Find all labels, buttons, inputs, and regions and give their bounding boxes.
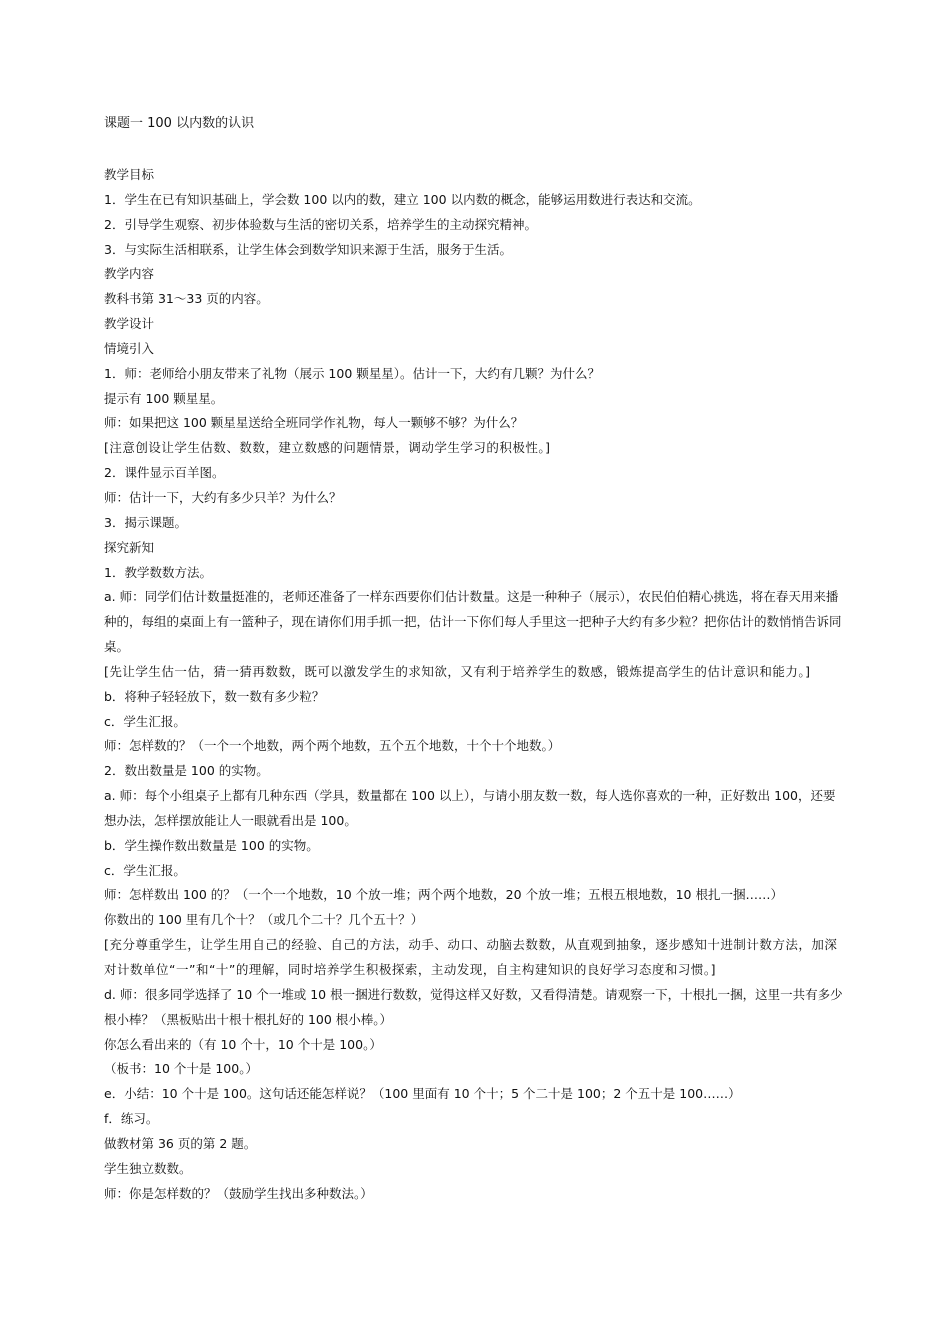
paragraph: 师：怎样数出 100 的？（一个一个地数，10 个放一堆；两个两个地数，20 个放一堆；五根五根地数，10 根扎一捆……） bbox=[104, 887, 783, 903]
paragraph: b．学生操作数出数量是 100 的实物。 bbox=[104, 837, 319, 853]
paragraph: 你怎么看出来的（有 10 个十，10 个十是 100。） bbox=[104, 1036, 382, 1052]
paragraph: 做教材第 36 页的第 2 题。 bbox=[104, 1135, 257, 1151]
paragraph: 2．数出数量是 100 的实物。 bbox=[104, 763, 269, 779]
teaching-note: [注意创设让学生估数、数数，建立数感的问题情景，调动学生学习的积极性。] bbox=[104, 440, 551, 456]
paragraph: a. 师：每个小组桌子上都有几种东西（学具，数量都在 100 以上），与请小朋友数一数，每人选你喜欢的一种，正好数出 100，还要想办法，怎样摆放能让人一眼就看出是 100。 bbox=[104, 788, 836, 828]
goal-item-2: 2．引导学生观察、初步体验数与生活的密切关系，培养学生的主动探究精神。 bbox=[104, 216, 537, 232]
paragraph: f．练习。 bbox=[104, 1111, 159, 1127]
teaching-note: [充分尊重学生，让学生用自己的经验、自己的方法，动手、动口、动脑去数数，从直观到抽象，逐步感知十进制计数方法，加深对计数单位“一”和“十”的理解，同时培养学生积极探索，主动发现，自主构建知识的良好学习态度和习惯。] bbox=[104, 937, 838, 977]
paragraph: 师：你是怎样数的？（鼓励学生找出多种数法。） bbox=[104, 1185, 373, 1201]
paragraph: 师：怎样数的？（一个一个地数，两个两个地数，五个五个地数，十个十个地数。） bbox=[104, 738, 561, 754]
goal-item-3: 3．与实际生活相联系，让学生体会到数学知识来源于生活，服务于生活。 bbox=[104, 241, 512, 257]
paragraph: 1．教学数数方法。 bbox=[104, 564, 212, 580]
paragraph: b．将种子轻轻放下，数一数有多少粒？ bbox=[104, 688, 325, 704]
content-text: 教科书第 31～33 页的内容。 bbox=[104, 291, 269, 307]
subheading-explore: 探究新知 bbox=[104, 539, 155, 555]
document-body bbox=[104, 163, 846, 1206]
section-heading-goals: 教学目标 bbox=[104, 167, 155, 182]
paragraph: （板书：10 个十是 100。） bbox=[104, 1061, 258, 1077]
paragraph: c．学生汇报。 bbox=[104, 713, 186, 729]
paragraph: a. 师：同学们估计数量挺准的，老师还准备了一样东西要你们估计数量。这是一种种子（展示），农民伯伯精心挑选，将在春天用来播种的，每组的桌面上有一篮种子，现在请你们用手抓一把，估计一下你们每人手里这一把种子大约有多少粒？把你估计的数悄悄告诉同桌。 bbox=[104, 589, 842, 655]
paragraph: 师：如果把这 100 颗星星送给全班同学作礼物，每人一颗够不够？为什么？ bbox=[104, 415, 524, 431]
subheading-intro: 情境引入 bbox=[104, 340, 155, 356]
document-title: 课题一 100 以内数的认识 bbox=[104, 116, 255, 131]
paragraph: 1．师：老师给小朋友带来了礼物（展示 100 颗星星）。估计一下，大约有几颗？为什么？ bbox=[104, 365, 601, 381]
paragraph: 3．揭示课题。 bbox=[104, 514, 187, 530]
paragraph: e．小结：10 个十是 100。这句话还能怎样说？（100 里面有 10 个十；5 个二十是 100；2 个五十是 100……） bbox=[104, 1086, 741, 1102]
paragraph: 2．课件显示百羊图。 bbox=[104, 465, 225, 481]
paragraph: 师：估计一下，大约有多少只羊？为什么？ bbox=[104, 489, 342, 505]
document-page bbox=[104, 113, 846, 1206]
teaching-note: [先让学生估一估，猜一猜再数数，既可以激发学生的求知欲，又有利于培养学生的数感，锻炼提高学生的估计意识和能力。] bbox=[104, 663, 811, 679]
paragraph: d. 师：很多同学选择了 10 个一堆或 10 根一捆进行数数，觉得这样又好数，又看得清楚。请观察一下，十根扎一捆，这里一共有多少根小棒？（黑板贴出十根十根扎好的 100 根小棒。） bbox=[104, 986, 843, 1027]
goal-item-1: 1．学生在已有知识基础上，学会数 100 以内的数，建立 100 以内数的概念，能够运用数进行表达和交流。 bbox=[104, 191, 701, 207]
paragraph: 提示有 100 颗星星。 bbox=[104, 390, 224, 406]
paragraph: c．学生汇报。 bbox=[104, 862, 186, 878]
section-heading-content: 教学内容 bbox=[104, 266, 155, 282]
section-heading-design: 教学设计 bbox=[104, 316, 155, 332]
paragraph: 你数出的 100 里有几个十？（或几个二十？几个五十？） bbox=[104, 912, 424, 928]
paragraph: 学生独立数数。 bbox=[104, 1160, 192, 1176]
